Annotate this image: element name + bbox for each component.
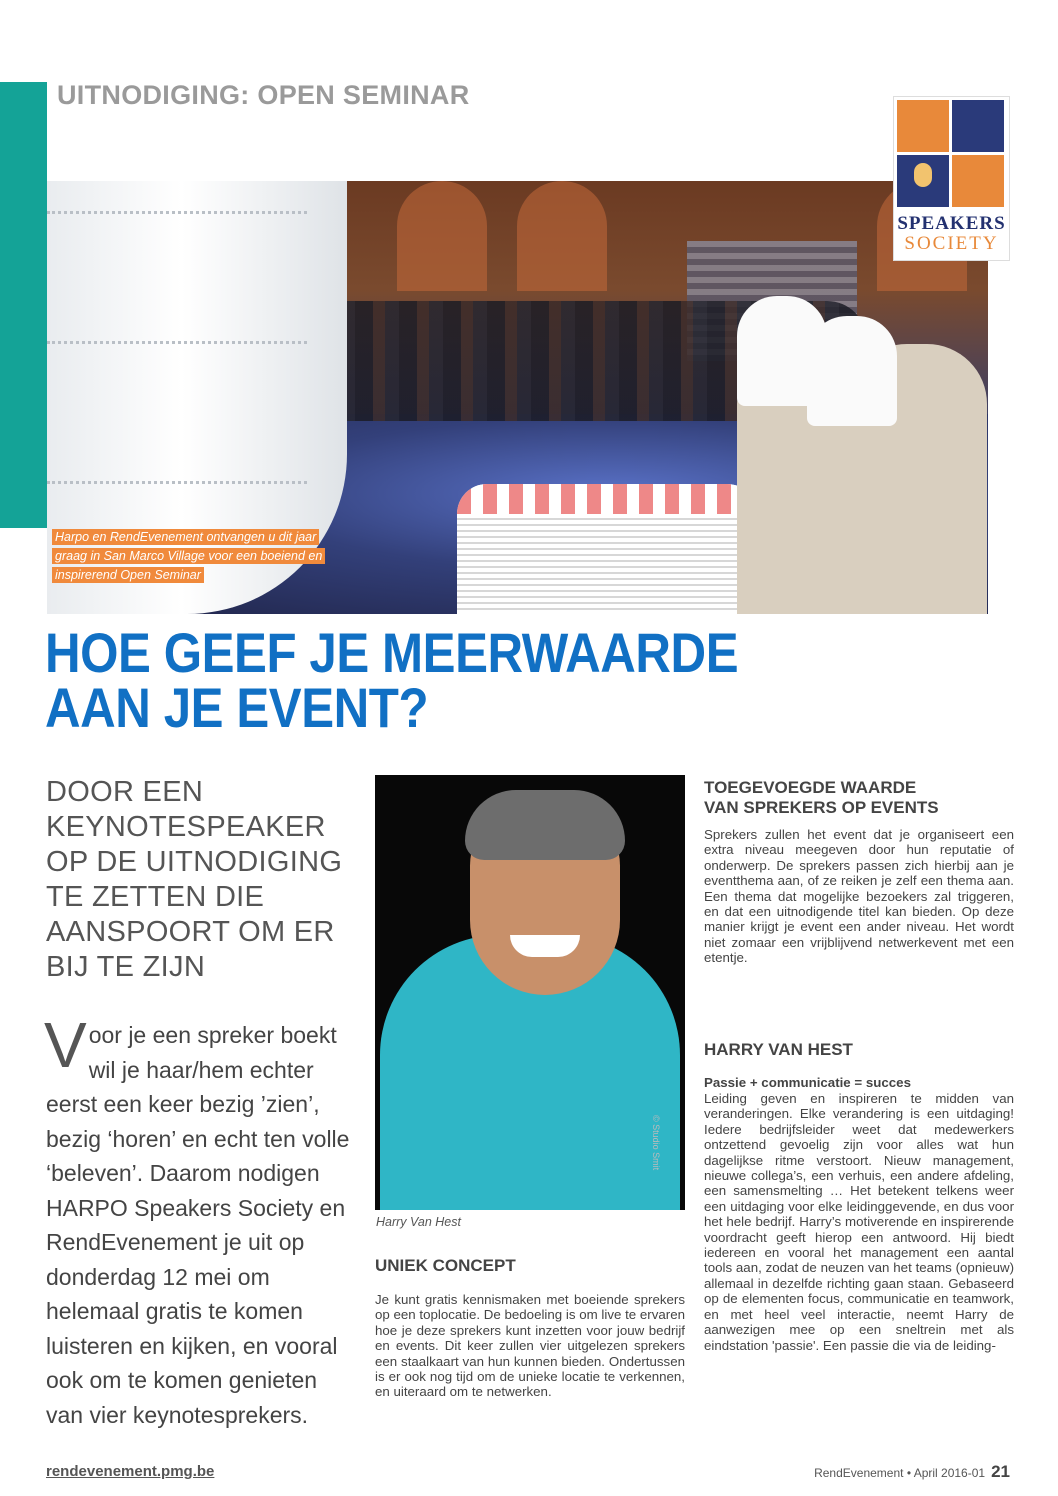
section-label: UITNODIGING: OPEN SEMINAR [57,80,470,110]
intro-text: oor je een spreker boekt wil je haar/hem echter eerst een keer bezig ’zien’, bezig ‘horen’ en echt ten volle ‘beleven’. Daarom nodigen HARPO Speakers Society en RendEvenement je uit op donderdag 12 mei om helemaal gratis te komen luisteren en kijken, en vooral ook om te komen genieten van vier keynotesprekers. [46,1022,350,1428]
footer-issue [814,1462,1010,1482]
harry-body: Leiding geven en inspireren te midden van veranderingen. Elke verandering is een uitdaging! Iedere bedrijfsleider weet dat medewerkers ontzettend gevoelig zijn voor alles wat hun dagelijkse ritme verstoort. Nieuw management, nieuwe collega’s, een verhuis, een andere afdeling, een samensmelting … Het betekent telkens weer een uitdaging voor elke leidinggevende, en dus voor het hele bedrijf. Harry’s motiverende en inspirerende voordracht geeft hierop een antwoord. Hij biedt iedereen en vooral het management een aantal tools aan, zodat de neuzen van het teams (opnieuw) allemaal in dezelfde richting gaan staan. Gebaseerd op de elementen focus, communicatie en teamwork, en met heel veel interactie, neemt Harry de aanwezigen mee op een sneltrein met als eindstation 'passie'. Een passie die via de leiding- [704,1091,1014,1353]
intro-paragraph [44,1009,351,1432]
toegevoegde-waarde-body: Sprekers zullen het event dat je organiseert een extra niveau meegeven door hun reputatie of onderwerp. De sprekers passen zich hierbij aan je eventthema aan, of ze reiken je zelf een thema aan. Een thema dat mogelijke bezoekers zal triggeren, en dat een uitnodigende titel kan bieden. Op deze manier krijgt je event een ander niveau. Het wordt niet zomaar een vrijblijvend netwerkevent met een etentje. [704,827,1014,966]
website-link[interactable]: rendevenement.pmg.be [46,1463,215,1480]
teal-accent-bar [0,82,47,528]
toegevoegde-heading-line-1: TOEGEVOEGDE WAARDE [704,778,917,797]
photo-credit: © Studio Smit [651,1115,661,1171]
hero-caption-text: Harpo en RendEvenement ontvangen u dit jaar graag in San Marco Village voor een boeiend en inspirerend Open Seminar [52,529,325,583]
portrait-photo [375,775,685,1210]
uniek-concept-heading: UNIEK CONCEPT [375,1256,516,1275]
subheading: DOOR EEN KEYNOTESPEAKER OP DE UITNODIGING TE ZETTEN DIE AANSPOORT OM ER BIJ TE ZIJN [46,776,343,983]
drop-cap: V [44,1009,87,1081]
headline-line-1: HOE GEEF JE MEERWAARDE [45,621,739,684]
harry-subheading: Passie + communicatie = succes [704,1075,911,1090]
toegevoegde-waarde-heading [704,778,939,818]
toegevoegde-heading-line-2: VAN SPREKERS OP EVENTS [704,798,939,817]
harry-van-hest-heading: HARRY VAN HEST [704,1040,853,1059]
headline-line-2: AAN JE EVENT? [45,676,429,739]
page-number: 21 [991,1462,1010,1481]
logo-text-speakers: SPEAKERS [897,213,1006,234]
issue-label: RendEvenement • April 2016-01 [814,1466,986,1480]
microphone-icon [914,163,932,187]
speakers-society-logo [893,96,1010,261]
uniek-concept-body: Je kunt gratis kennismaken met boeiende sprekers op een toplocatie. De bedoeling is om live te ervaren hoe je deze sprekers kunt inzetten voor jouw bedrijf en events. Dit keer zullen vier uitgelezen sprekers een staalkaart van hun kunnen bieden. Ondertussen is er ook nog tijd om de unieke locatie te verkennen, en uiteraard om te netwerken. [375,1292,685,1400]
portrait-caption: Harry Van Hest [376,1215,461,1229]
hero-caption [52,528,332,585]
logo-text-society: SOCIETY [904,233,999,254]
headline [45,621,819,739]
